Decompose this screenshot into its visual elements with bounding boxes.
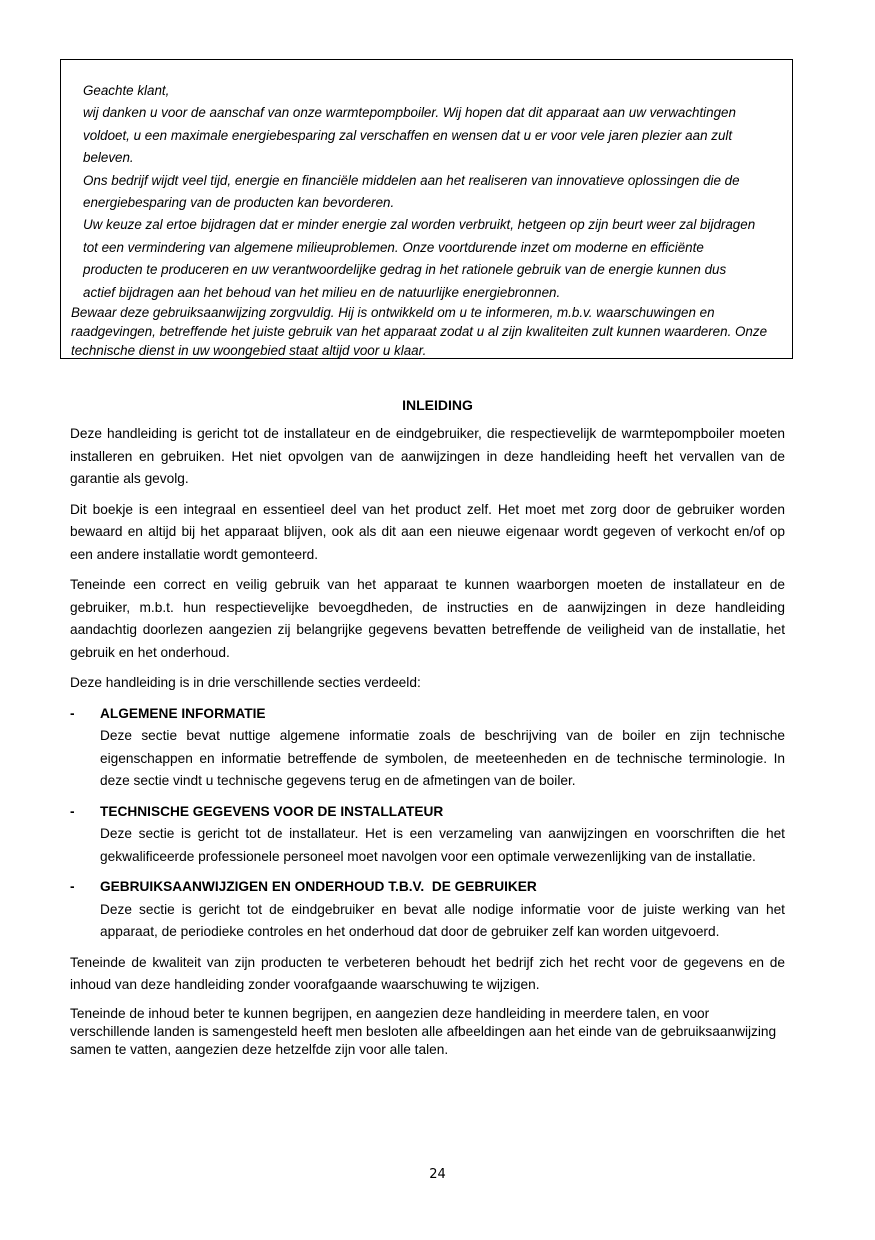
main-content: [70, 423, 785, 1067]
section-description: Deze sectie is gericht tot de eindgebruiker en bevat alle nodige informatie voor de juiste werking van het apparaat, de periodieke controles en het onderhoud dat door de gebruiker zelf kan worden uitgevoerd.: [100, 901, 785, 939]
paragraph: Deze handleiding is gericht tot de installateur en de eindgebruiker, die respectievelijk de warmtepompboiler moeten installeren en gebruiken. Het niet opvolgen van de aanwijzingen in deze handleiding heeft het vervallen van de garantie als gevolg.: [70, 426, 785, 486]
page-number: 24: [429, 1167, 446, 1182]
intro-line: actief bijdragen aan het behoud van het milieu en de natuurlijke energiebronnen.: [83, 284, 561, 300]
paragraph: Teneinde de kwaliteit van zijn producten te verbeteren behoudt het bedrijf zich het recht voor de gegevens en de inhoud van deze handleiding zonder voorafgaande waarschuwing te wijzigen.: [70, 954, 785, 992]
section-title: GEBRUIKSAANWIJZIGEN EN ONDERHOUD T.B.V. DE GEBRUIKER: [100, 879, 537, 894]
section-title: TECHNISCHE GEGEVENS VOOR DE INSTALLATEUR: [100, 803, 444, 819]
section-title: ALGEMENE INFORMATIE: [100, 705, 266, 721]
paragraph: Deze handleiding is in drie verschillende secties verdeeld:: [70, 675, 421, 690]
intro-line: producten te produceren en uw verantwoordelijke gedrag in het rationele gebruik van de energie kunnen dus: [83, 262, 727, 278]
intro-line: wij danken u voor de aanschaf van onze warmtepompboiler. Wij hopen dat dit apparaat aan uw verwachtingen: [83, 105, 736, 121]
section-list-item: [70, 876, 785, 944]
intro-line: Ons bedrijf wijdt veel tijd, energie en financiële middelen aan het realiseren van innovatieve oplossingen die de: [83, 172, 740, 188]
list-dash: -: [70, 879, 75, 894]
intro-line: energiebesparing van de producten kan bevorderen.: [83, 195, 395, 211]
paragraph: Dit boekje is een integraal en essentieel deel van het product zelf. Het moet met zorg door de gebruiker worden bewaard en altijd bij het apparaat blijven, ook als dit aan een nieuwe eigenaar wordt gegeven of verkocht en/of op een andere installatie wordt gemonteerd.: [70, 501, 785, 562]
intro-closing: [61, 303, 792, 360]
paragraph: Teneinde de inhoud beter te kunnen begrijpen, en aangezien deze handleiding in meerdere talen, en voor verschillende landen is samengesteld heeft men besloten alle afbeeldingen aan het einde van de gebruiksaanwijzing samen te vatten, aangezien deze hetzelfde zijn voor alle talen.: [70, 1005, 777, 1057]
section-description: Deze sectie bevat nuttige algemene informatie zoals de beschrijving van de boiler en zijn technische eigenschappen en informatie betreffende de symbolen, de meeteenheden en de technische terminologie. In deze sectie vindt u technische gegevens terug en de afmetingen van de boiler.: [100, 728, 785, 788]
list-dash: -: [70, 705, 75, 721]
paragraph: Teneinde een correct en veilig gebruik van het apparaat te kunnen waarborgen moeten de installateur en de gebruiker, m.b.t. hun respectievelijke bevoegdheden, de instructies en de aanwijzingen in deze handleiding aandachtig doorlezen aangezien zij belangrijke gegevens bevatten betreffende de veiligheid van de installatie, het gebruik en het onderhoud.: [70, 577, 785, 660]
section-list-item: [70, 703, 785, 793]
intro-line: tot een vermindering van algemene milieuproblemen. Onze voortdurende inzet om moderne en efficiënte: [83, 239, 704, 255]
intro-line: beleven.: [83, 150, 134, 166]
section-list-item: [70, 801, 785, 869]
intro-letter-box: [60, 59, 793, 359]
intro-letter-body: [61, 60, 792, 304]
intro-line: voldoet, u een maximale energiebesparing zal verschaffen en wensen dat u er voor vele jaren plezier aan zult: [83, 127, 733, 143]
intro-closing-line: technische dienst in uw woongebied staat altijd voor u klaar.: [71, 343, 427, 359]
intro-line: Uw keuze zal ertoe bijdragen dat er minder energie zal worden verbruikt, hetgeen op zijn beurt weer zal bijdragen: [83, 217, 756, 233]
intro-line: Geachte klant,: [83, 83, 170, 98]
section-heading: INLEIDING: [402, 397, 473, 413]
intro-closing-line: raadgevingen, betreffende het juiste gebruik van het apparaat zodat u al zijn kwaliteiten zult kunnen waarderen. Onze: [71, 324, 768, 340]
intro-closing-line: Bewaar deze gebruiksaanwijzing zorgvuldig. Hij is ontwikkeld om u te informeren, m.b.v. waarschuwingen en: [71, 305, 715, 321]
section-description: Deze sectie is gericht tot de installateur. Het is een verzameling van aanwijzingen en voorschriften die het gekwalificeerde professionele personeel moet navolgen voor een optimale verwezenlijking van de installatie.: [100, 826, 785, 864]
list-dash: -: [70, 803, 75, 819]
